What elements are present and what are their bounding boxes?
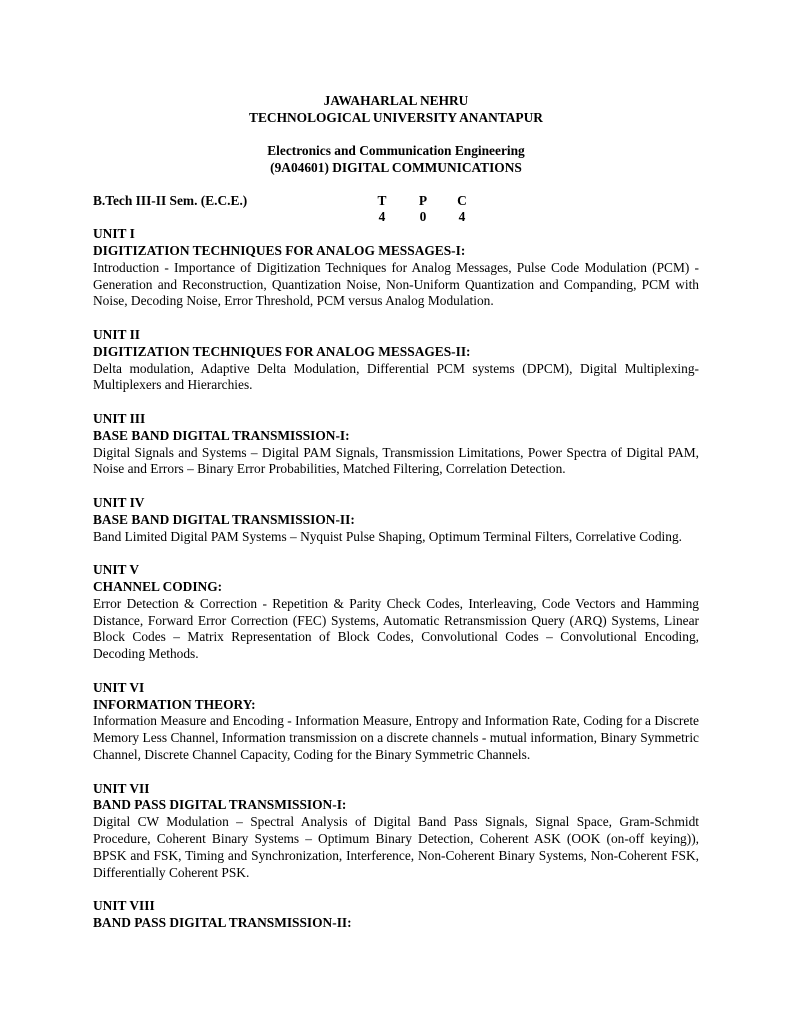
credit-column-head: C: [457, 192, 467, 208]
credit-column-value: 4: [458, 209, 466, 225]
university-name-line2: TECHNOLOGICAL UNIVERSITY ANANTAPUR: [249, 109, 543, 125]
credit-column-head: P: [418, 192, 428, 208]
credit-column-p: [416, 193, 430, 227]
unit-title: INFORMATION THEORY:: [93, 696, 256, 712]
semester-row: [93, 193, 699, 227]
unit-title: BASE BAND DIGITAL TRANSMISSION-II:: [93, 511, 355, 527]
unit-number: UNIT V: [93, 562, 140, 578]
credit-column-value: 4: [378, 209, 386, 225]
unit-number: UNIT I: [93, 226, 135, 242]
unit-body: Digital Signals and Systems – Digital PAM Signals, Transmission Limitations, Power Spectra of Digital PAM, Noise and Errors – Binary Error Probabilities, Matched Filtering, Correlation Detection.: [93, 444, 699, 477]
unit-number: UNIT II: [93, 327, 141, 343]
unit-title: BASE BAND DIGITAL TRANSMISSION-I:: [93, 427, 350, 443]
unit-title: DIGITIZATION TECHNIQUES FOR ANALOG MESSAGES-II:: [93, 343, 471, 359]
unit-body: Introduction - Importance of Digitization Techniques for Analog Messages, Pulse Code Modulation (PCM) - Generation and Reconstruction, Quantization Noise, Non-Uniform Quantization and Companding, PCM with Noise, Decoding Noise, Error Threshold, PCM versus Analog Modulation.: [93, 259, 699, 309]
unit-body: Error Detection & Correction - Repetition & Parity Check Codes, Interleaving, Code Vectors and Hamming Distance, Forward Error Correction (FEC) Systems, Automatic Retransmission Query (ARQ) Systems, Linear Block Codes – Matrix Representation of Block Codes, Convolutional Codes – Convolutional Encoding, Decoding Methods.: [93, 595, 699, 662]
department-name: Electronics and Communication Engineering: [267, 143, 525, 159]
credit-column-c: [455, 193, 469, 227]
university-name-line1: JAWAHARLAL NEHRU: [323, 93, 469, 108]
document-header: [93, 93, 699, 177]
unit-section: [93, 226, 699, 310]
credit-column-t: [375, 193, 389, 227]
unit-section: [93, 327, 699, 394]
unit-section: [93, 898, 699, 932]
unit-section: [93, 495, 699, 545]
unit-title: CHANNEL CODING:: [93, 579, 223, 595]
unit-body: Digital CW Modulation – Spectral Analysis of Digital Band Pass Signals, Signal Space, Gram-Schmidt Procedure, Coherent Binary Systems – Optimum Binary Detection, Coherent ASK (OOK (on-off keying)), BPSK and FSK, Timing and Synchronization, Interference, Non-Coherent Binary Systems, Non-Coherent FSK, Differentially Coherent PSK.: [93, 814, 699, 880]
unit-number: UNIT VIII: [93, 898, 155, 914]
semester-label: B.Tech III-II Sem. (E.C.E.): [93, 192, 248, 208]
unit-section: [93, 562, 699, 663]
syllabus-page: [93, 93, 699, 932]
unit-title: BAND PASS DIGITAL TRANSMISSION-I:: [93, 797, 347, 813]
unit-title: DIGITIZATION TECHNIQUES FOR ANALOG MESSAGES-I:: [93, 243, 466, 259]
unit-section: [93, 411, 699, 478]
unit-number: UNIT VII: [93, 780, 150, 796]
credit-column-head: T: [377, 192, 387, 208]
unit-number: UNIT VI: [93, 679, 145, 695]
unit-section: [93, 680, 699, 764]
unit-number: UNIT IV: [93, 495, 145, 511]
unit-body: Delta modulation, Adaptive Delta Modulation, Differential PCM systems (DPCM), Digital Multiplexing-Multiplexers and Hierarchies.: [93, 360, 699, 393]
unit-title: BAND PASS DIGITAL TRANSMISSION-II:: [93, 914, 352, 930]
unit-body: Band Limited Digital PAM Systems – Nyquist Pulse Shaping, Optimum Terminal Filters, Correlative Coding.: [93, 528, 682, 544]
unit-body: Information Measure and Encoding - Information Measure, Entropy and Information Rate, Coding for a Discrete Memory Less Channel, Information transmission on a discrete channels - mutual information, Binary Symmetric Channel, Discrete Channel Capacity, Coding for the Binary Symmetric Channels.: [93, 713, 699, 762]
unit-section: [93, 781, 699, 882]
unit-number: UNIT III: [93, 411, 146, 427]
course-title: (9A04601) DIGITAL COMMUNICATIONS: [270, 159, 522, 175]
credit-column-value: 0: [419, 209, 427, 225]
